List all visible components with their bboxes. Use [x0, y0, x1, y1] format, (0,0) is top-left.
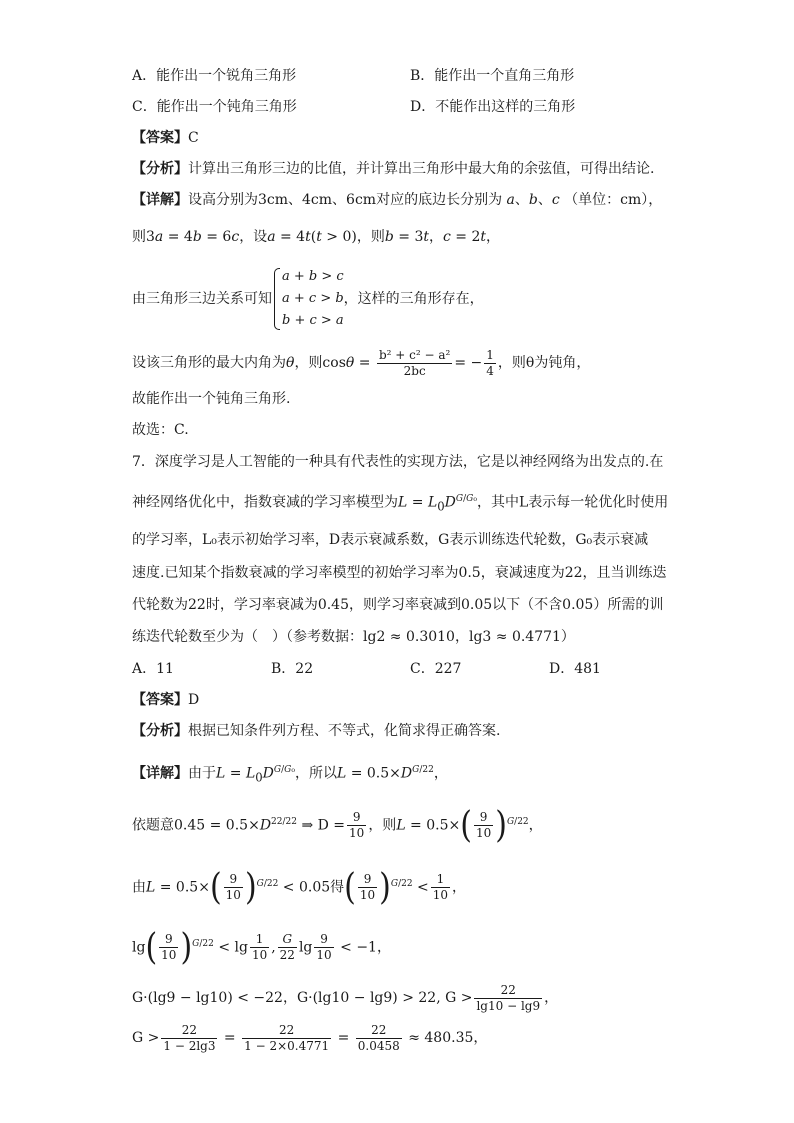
answer-value: D: [188, 692, 200, 708]
q7-yi-line: 依题意$0.45 = 0.5\times D^{22/22}$ ⇒ D = $\frac{9}{10}$ ，则L = 0.5×( $\frac{9}{10}$ )$^{G/22}$，: [132, 804, 543, 847]
q7-option-d: D．481: [549, 661, 601, 677]
q7-line3: 的学习率，L₀表示初始学习率，D表示衰减系数，G表示训练迭代轮数，G₀表示衰减: [132, 532, 649, 548]
cos-value-num: 1: [486, 347, 494, 362]
detail-text-b: （单位：cm），: [564, 192, 663, 208]
cos-suffix: ，则θ为钝角，: [497, 355, 591, 371]
g1-den: lg10 − lg9: [476, 998, 541, 1013]
lg-e: < −1，: [340, 939, 391, 956]
yi-d: ，: [528, 817, 543, 834]
g2-fraction-3: [356, 1023, 402, 1054]
detail-c: ，: [433, 765, 448, 782]
brace-prefix: 由三角形三边关系可知: [132, 291, 272, 307]
g2-f2-num: 22: [242, 1023, 331, 1039]
q6-choose: 故选：C.: [132, 422, 189, 438]
g2-fraction-1: [161, 1023, 217, 1054]
yi-a: 依题意0.45 = 0.5×: [132, 817, 260, 834]
detail-label: 【详解】: [132, 192, 188, 208]
cos-numerator: b² + c² − a²: [378, 347, 451, 362]
option-d: D．不能作出这样的三角形: [410, 99, 576, 115]
cos-value-den: 4: [486, 363, 494, 378]
cos-fraction: [377, 348, 452, 379]
q7-line2-a: 神经网络优化中，指数衰减的学习率模型为: [132, 494, 398, 511]
answer-value: C: [188, 130, 199, 146]
cos-denominator: 2bc: [403, 363, 426, 378]
yi-b: ⇒ D =: [301, 817, 346, 834]
g2-f1-den: 1 − 2lg3: [163, 1038, 216, 1053]
g2-f2-den: 1 − 2×0.4771: [244, 1038, 330, 1053]
q7-line5: 代轮数为22时，学习率衰减为0.45，则学习率衰减到0.05以下（不含0.05）所需的训: [132, 597, 664, 613]
g2-a: G >: [132, 1030, 160, 1046]
g1-num: 22: [474, 983, 542, 999]
answer-label: 【答案】: [132, 130, 188, 146]
q7-g2-line: G > $\frac{22}{1 - 2\lg 3}$ = $\frac{22}{1 - 2\times 0.4771}$ = $\frac{22}{0.0458}$ ≈ 480.35，: [132, 1022, 488, 1053]
inequality-row: a + b > c: [282, 269, 344, 284]
g2-fraction-2: [242, 1023, 331, 1054]
q7-option-a: A．11: [132, 661, 174, 677]
brace-suffix: ，这样的三角形存在，: [343, 291, 484, 307]
g2-f3-num: 22: [356, 1023, 402, 1039]
detail-label: 【详解】: [132, 765, 188, 782]
q6-conclusion: 故能作出一个钝角三角形.: [132, 391, 291, 407]
lg-b: < lg: [218, 939, 248, 956]
q7-answer: [132, 690, 199, 710]
q6-brace-line: [132, 266, 484, 332]
q6-analysis: [132, 159, 654, 179]
yi-c: ，则: [368, 817, 397, 834]
option-a: A．能作出一个锐角三角形: [132, 68, 297, 84]
q7-line6: 练迭代轮数至少为（ ）（参考数据：lg2 ≈ 0.3010，lg3 ≈ 0.4771）: [132, 629, 575, 645]
q7-line1: 7．深度学习是人工智能的一种具有代表性的实现方法，它是以神经网络为出发点的.在: [132, 454, 664, 470]
q7-line2-b: ，其中L表示每一轮优化时使用: [476, 494, 669, 511]
inequality-row: a + c > b: [282, 291, 344, 306]
q6-cos-line: 设该三角形的最大内角为θ，则cosθ = $\frac{\text{b² + c² − a²}}{2bc}$ = − $\frac{1}{4}$ ，则θ为钝角，: [132, 347, 591, 378]
q7-lg-line: lg( $\frac{9}{10}$ )$^{G/22}$ < lg $\frac{1}{10}$ , $\frac{G}{22}$ lg $\frac{9}{10}$ < −1，: [132, 926, 391, 969]
q6-answer: [132, 128, 199, 148]
q7-analysis: [132, 721, 500, 741]
you-d: ，: [452, 879, 467, 896]
analysis-label: 【分析】: [132, 161, 188, 177]
answer-label: 【答案】: [132, 692, 188, 708]
frac-9-10: $\frac{9}{10}$: [349, 810, 365, 841]
cos-prefix: 设该三角形的最大内角为: [132, 355, 286, 371]
g2-f3-den: 0.0458: [357, 1038, 400, 1053]
analysis-text: 根据已知条件列方程、不等式，化简求得正确答案.: [188, 723, 501, 739]
inequality-system: [272, 266, 344, 332]
line2-part-b: ，设: [239, 229, 268, 245]
lg-d: lg: [298, 939, 313, 956]
q6-detail-line2: 则3a = 4b = 6c，设a = 4t(t > 0)，则b = 3t，c = 2t，: [132, 229, 501, 245]
g1-fraction: [474, 983, 542, 1014]
g1-end: ，: [544, 990, 559, 1006]
detail-text-a: 设高分别为3cm、4cm、6cm对应的底边长分别为: [188, 192, 503, 208]
option-b: B．能作出一个直角三角形: [410, 68, 575, 84]
q7-option-b: B．22: [271, 661, 314, 677]
detail-b: ，所以: [294, 765, 337, 782]
line2-part-c: ，则: [356, 229, 385, 245]
q6-detail-line1: 【详解】设高分别为3cm、4cm、6cm对应的底边长分别为 a、b、c （单位：cm），: [132, 192, 663, 208]
analysis-label: 【分析】: [132, 723, 188, 739]
g1-a: G·(lg9 − lg10) < −22，G·(lg10 − lg9) > 22, G >: [132, 990, 473, 1006]
q7-you-line: 由L = 0.5×( $\frac{9}{10}$ )$^{G/22}$ < 0.05得( $\frac{9}{10}$ )$^{G/22}$ < $\frac{1}{10}$ ，: [132, 866, 467, 909]
cos-mid: ，则cos: [294, 355, 346, 371]
you-b: < 0.05得: [282, 879, 345, 896]
q7-option-c: C．227: [410, 661, 462, 677]
line2-part-a: 则3: [132, 229, 155, 245]
q7-g1-line: [132, 980, 558, 1016]
line2-part-d: ，: [486, 229, 501, 245]
g2-end: ≈ 480.35，: [408, 1030, 488, 1046]
option-c: C．能作出一个钝角三角形: [132, 99, 297, 115]
analysis-text: 计算出三角形三边的比值，并计算出三角形中最大角的余弦值，可得出结论.: [188, 161, 655, 177]
q7-detail: 【详解】由于$L = L_0D^{G/G_0}$，所以$L = 0.5\times D^{G/22}$，: [132, 765, 448, 785]
cos-eq: = −: [454, 355, 483, 371]
q7-line2: 神经网络优化中，指数衰减的学习率模型为$L = L_0D^{G/G_0}$，其中L表示每一轮优化时使用: [132, 494, 669, 514]
cos-value: [484, 348, 496, 379]
lg-c: ,: [271, 939, 276, 956]
inequality-row: b + c > a: [282, 313, 344, 328]
you-a: 由: [132, 879, 146, 896]
you-c: <: [417, 879, 429, 896]
detail-a: 由于: [188, 765, 216, 782]
lg-a: lg: [132, 939, 146, 956]
q7-line4: 速度.已知某个指数衰减的学习率模型的初始学习率为0.5，衰减速度为22，且当训练迭: [132, 565, 667, 581]
g2-f1-num: 22: [161, 1023, 217, 1039]
